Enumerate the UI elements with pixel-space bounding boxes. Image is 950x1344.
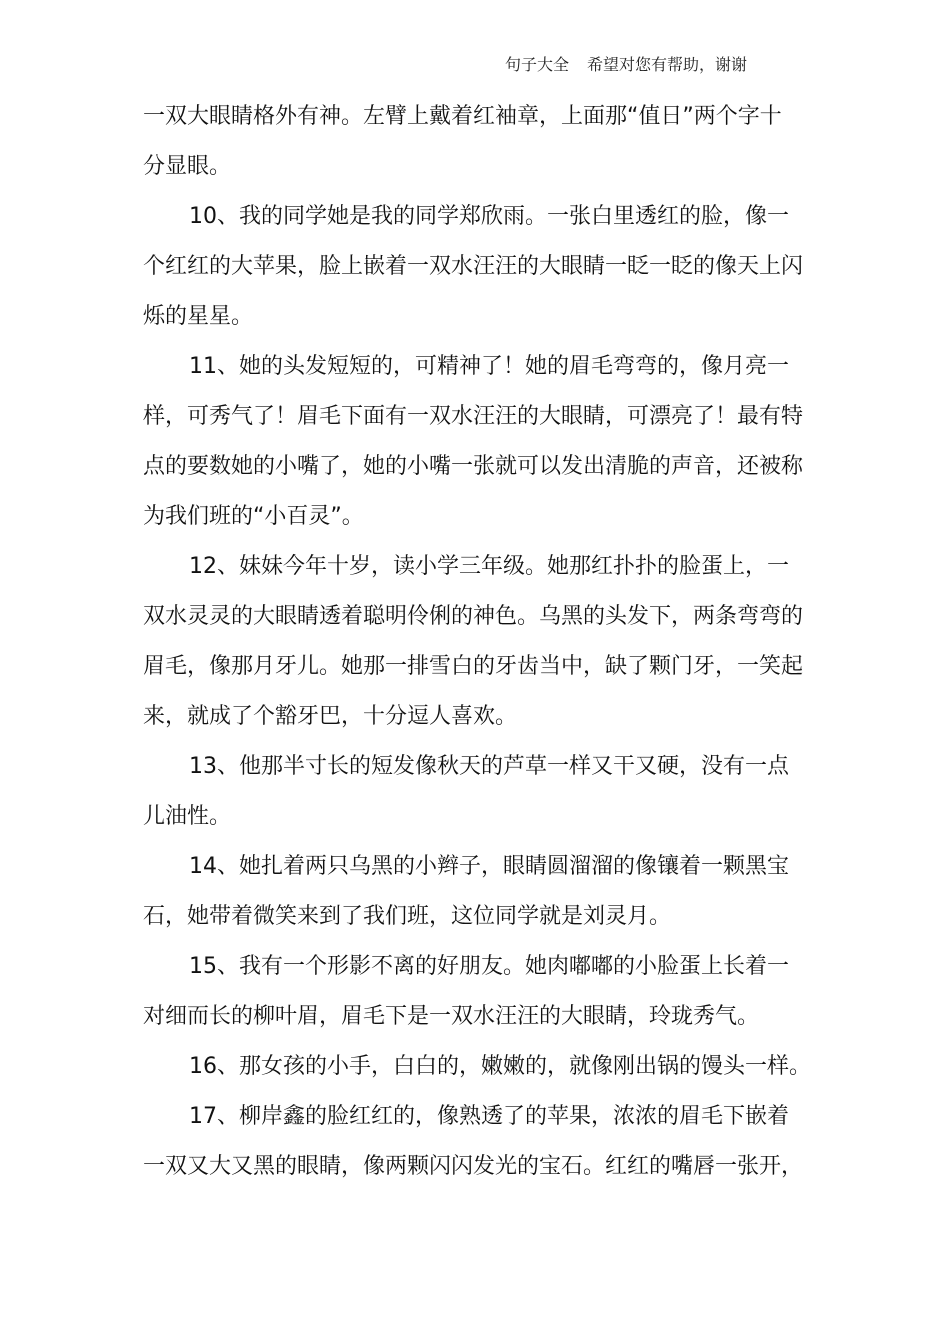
text-line: 对细而长的柳叶眉，眉毛下是一双水汪汪的大眼睛，玲珑秀气。 <box>143 1004 760 1029</box>
text-line: 个红红的大苹果，脸上嵌着一双水汪汪的大眼睛一眨一眨的像天上闪 <box>143 254 804 279</box>
text-line: 11、她的头发短短的，可精神了！她的眉毛弯弯的，像月亮一 <box>189 354 789 379</box>
text-line: 14、她扎着两只乌黑的小辫子，眼睛圆溜溜的像镶着一颗黑宝 <box>189 854 789 879</box>
text-line: 一双又大又黑的眼睛，像两颗闪闪发光的宝石。红红的嘴唇一张开， <box>143 1154 804 1179</box>
text-line: 双水灵灵的大眼睛透着聪明伶俐的神色。乌黑的头发下，两条弯弯的 <box>143 604 804 629</box>
text-line: 13、他那半寸长的短发像秋天的芦草一样又干又硬，没有一点 <box>189 754 789 779</box>
text-line: 12、妹妹今年十岁，读小学三年级。她那红扑扑的脸蛋上，一 <box>189 554 789 579</box>
text-line: 16、那女孩的小手，白白的，嫩嫩的，就像刚出锅的馒头一样。 <box>189 1054 811 1079</box>
text-line: 分显眼。 <box>143 154 232 179</box>
header-note: 希望对您有帮助，谢谢 <box>587 55 748 74</box>
text-line: 点的要数她的小嘴了，她的小嘴一张就可以发出清脆的声音，还被称 <box>143 454 804 479</box>
page-header <box>505 54 747 76</box>
text-line: 石，她带着微笑来到了我们班，这位同学就是刘灵月。 <box>143 904 672 929</box>
text-line: 烁的星星。 <box>143 304 254 329</box>
document-body <box>143 92 833 1192</box>
text-line: 15、我有一个形影不离的好朋友。她肉嘟嘟的小脸蛋上长着一 <box>189 954 789 979</box>
text-line: 眉毛，像那月牙儿。她那一排雪白的牙齿当中，缺了颗门牙，一笑起 <box>143 654 804 679</box>
text-line: 一双大眼睛格外有神。左臂上戴着红袖章，上面那“值日”两个字十 <box>143 104 782 129</box>
text-line: 来，就成了个豁牙巴，十分逗人喜欢。 <box>143 704 518 729</box>
text-line: 为我们班的“小百灵”。 <box>143 504 364 529</box>
text-line: 17、柳岸鑫的脸红红的，像熟透了的苹果，浓浓的眉毛下嵌着 <box>189 1104 789 1129</box>
header-source: 句子大全 <box>505 55 570 74</box>
text-line: 样，可秀气了！眉毛下面有一双水汪汪的大眼睛，可漂亮了！最有特 <box>143 404 804 429</box>
text-line: 10、我的同学她是我的同学郑欣雨。一张白里透红的脸，像一 <box>189 204 789 229</box>
text-line: 儿油性。 <box>143 804 232 829</box>
